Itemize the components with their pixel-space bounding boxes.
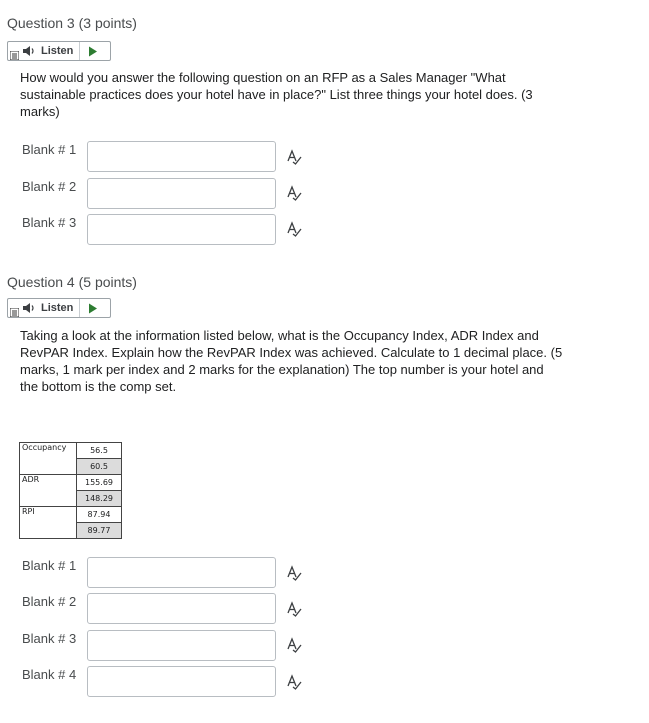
blank-label: Blank # 1 bbox=[22, 558, 77, 573]
question-4-title bbox=[7, 274, 137, 290]
table-row bbox=[20, 443, 122, 459]
list-icon bbox=[10, 51, 19, 60]
comp-value: 60.5 bbox=[77, 459, 122, 475]
play-button[interactable] bbox=[80, 42, 106, 60]
blank-label: Blank # 2 bbox=[22, 594, 77, 609]
blank-input-q3-1[interactable] bbox=[87, 141, 276, 172]
hotel-value: 56.5 bbox=[77, 443, 122, 459]
speaker-icon bbox=[22, 45, 36, 57]
spellcheck-icon[interactable] bbox=[286, 637, 302, 653]
question-3-title bbox=[7, 15, 137, 31]
hotel-data-table bbox=[19, 442, 122, 539]
blank-label: Blank # 4 bbox=[22, 667, 77, 682]
blank-input-q3-2[interactable] bbox=[87, 178, 276, 209]
spellcheck-icon[interactable] bbox=[286, 185, 302, 201]
row-label: ADR bbox=[20, 475, 77, 507]
list-icon bbox=[10, 308, 19, 317]
blank-label: Blank # 2 bbox=[22, 179, 77, 194]
spellcheck-icon[interactable] bbox=[286, 221, 302, 237]
hotel-value: 155.69 bbox=[77, 475, 122, 491]
question-text: Taking a look at the information listed below, what is the Occupancy Index, ADR Index and RevPAR Index. Explain how the RevPAR Index was achieved. Calculate to 1 decimal place. (5 marks, 1 mark per index and 2 marks for the explanation) The top number is your hotel and the bottom is the comp set. bbox=[20, 328, 563, 394]
blank-label: Blank # 1 bbox=[22, 142, 77, 157]
question-text: How would you answer the following question on an RFP as a Sales Manager "What sustainable practices does your hotel have in place?" List three things your hotel does. (3 marks) bbox=[20, 70, 533, 119]
comp-value: 89.77 bbox=[77, 523, 122, 539]
comp-value: 148.29 bbox=[77, 491, 122, 507]
table-row bbox=[20, 507, 122, 523]
spellcheck-icon[interactable] bbox=[286, 601, 302, 617]
blank-label: Blank # 3 bbox=[22, 631, 77, 646]
spellcheck-icon[interactable] bbox=[286, 149, 302, 165]
listen-label: Listen bbox=[41, 45, 74, 57]
table-row bbox=[20, 475, 122, 491]
play-icon bbox=[88, 46, 98, 57]
blank-input-q4-4[interactable] bbox=[87, 666, 276, 697]
blank-input-q4-3[interactable] bbox=[87, 630, 276, 661]
question-points: (5 points) bbox=[78, 274, 137, 290]
blank-input-q3-3[interactable] bbox=[87, 214, 276, 245]
play-button[interactable] bbox=[80, 299, 106, 317]
blank-input-q4-2[interactable] bbox=[87, 593, 276, 624]
listen-button[interactable] bbox=[7, 41, 111, 61]
question-title: Question 4 bbox=[7, 274, 75, 290]
spellcheck-icon[interactable] bbox=[286, 565, 302, 581]
listen-label: Listen bbox=[41, 302, 74, 314]
listen-button[interactable] bbox=[7, 298, 111, 318]
row-label: Occupancy bbox=[20, 443, 77, 475]
blank-input-q4-1[interactable] bbox=[87, 557, 276, 588]
hotel-value: 87.94 bbox=[77, 507, 122, 523]
play-icon bbox=[88, 303, 98, 314]
question-points: (3 points) bbox=[78, 15, 137, 31]
spellcheck-icon[interactable] bbox=[286, 674, 302, 690]
speaker-icon bbox=[22, 302, 36, 314]
blank-label: Blank # 3 bbox=[22, 215, 77, 230]
row-label: RPI bbox=[20, 507, 77, 539]
question-title: Question 3 bbox=[7, 15, 75, 31]
